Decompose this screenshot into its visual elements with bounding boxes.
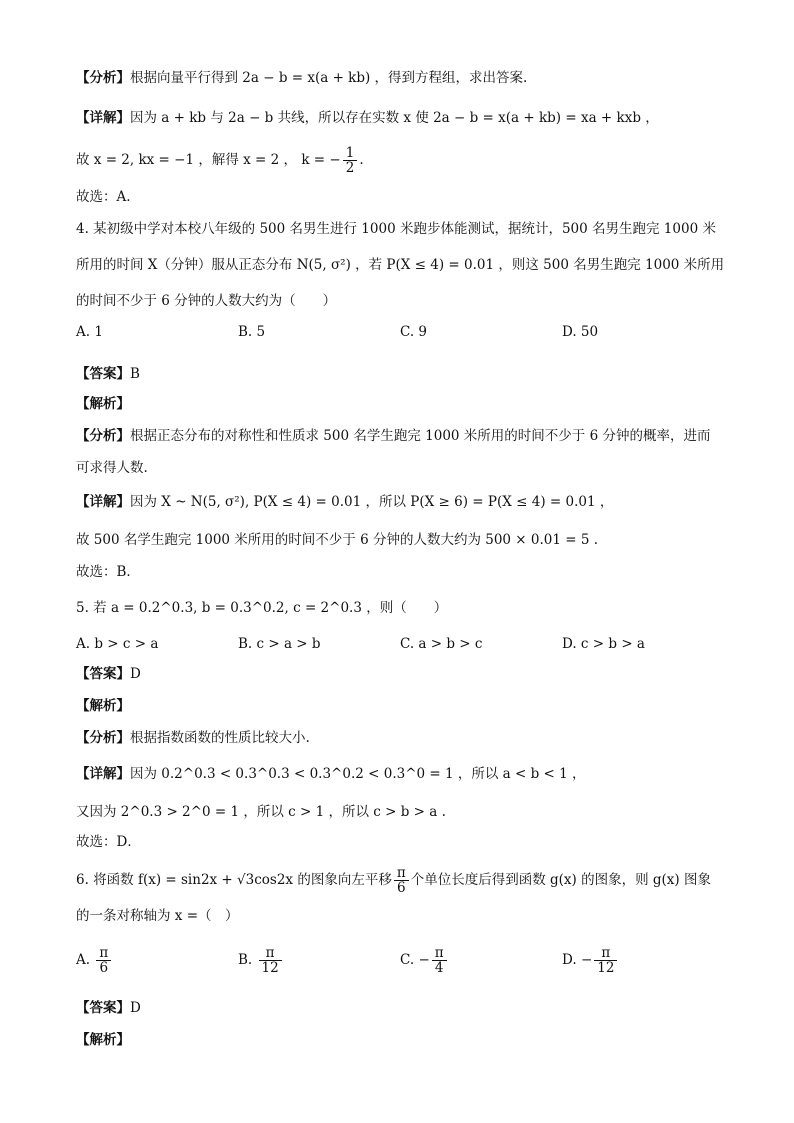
q6-option-b-label: B. [238,952,253,968]
q5-choice: 故选：D． [76,834,141,850]
q6-option-b-fraction [259,946,282,975]
q6-option-b [238,946,284,975]
q5-option-d: D. c > b > a [562,636,645,652]
q4-analysis [76,426,726,446]
answer-tag: 【答案】 [76,666,130,682]
q6-stem-end: 个单位长度后得到函数 g(x) 的图象，则 g(x) 图象 [410,872,711,888]
q6-shift-den: 6 [396,880,406,896]
q4-detail-text: 因为 X ~ N(5, σ²), P(X ≤ 4) = 0.01 ，所以 P(X ≥ 6) = P(X ≤ 4) = 0.01 ， [130,494,614,510]
q6-option-d-num: π [594,946,617,961]
jiexi-tag: 【解析】 [76,396,130,412]
q4-analysis-line2: 可求得人数. [76,460,148,476]
analysis-tag: 【分析】 [76,730,130,746]
q6-answer-value: D [130,1000,141,1016]
q4-analysis-line1: 根据正态分布的对称性和性质求 500 名学生跑完 1000 米所用的时间不少于 6 分钟的概率，进而 [130,428,711,444]
q6-option-a-num: π [96,946,111,961]
q6-option-d-fraction [594,946,617,975]
q6-stem [76,866,726,895]
q5-stem: 5. 若 a = 0.2^0.3, b = 0.3^0.2, c = 2^0.3 ，则（ ） [76,600,448,616]
q6-answer [76,998,726,1018]
q3-conclusion-text: 故 x = 2, kx = −1 ，解得 x = 2 ， k = − [76,152,341,168]
answer-tag: 【答案】 [76,1000,130,1016]
q6-option-b-den: 12 [261,960,279,976]
analysis-tag: 【分析】 [76,428,130,444]
q5-detail-line2: 又因为 2^0.3 > 2^0 = 1 ，所以 c > 1 ，所以 c > b > a . [76,804,446,820]
q6-stem-line2: 的一条对称轴为 x =（ ） [76,908,239,924]
q4-jiexi [76,394,726,414]
q6-option-c-fraction [432,946,447,975]
q5-detail [76,764,726,784]
q5-answer [76,664,726,684]
q3-analysis-text: 根据向量平行得到 2a − b = x(a + kb) ，得到方程组，求出答案. [130,70,528,86]
q5-detail-text: 因为 0.2^0.3 < 0.3^0.3 < 0.3^0.2 < 0.3^0 = 1 ，所以 a < b < 1 ， [130,766,586,782]
q5-jiexi [76,696,726,716]
q4-detail [76,492,726,512]
q3-frac-num: 1 [343,146,358,161]
q5-option-a: A. b > c > a [76,636,159,652]
q4-option-c: C. 9 [400,324,428,340]
q4-stem-line3: 的时间不少于 6 分钟的人数大约为（ ） [76,293,337,309]
q4-conclusion: 故 500 名学生跑完 1000 米所用的时间不少于 6 分钟的人数大约为 500 × 0.01 = 5 . [76,532,599,548]
q6-option-c-den: 4 [434,960,444,976]
q6-option-d [562,946,619,975]
q6-option-a-den: 6 [99,960,109,976]
q6-option-d-label: D. [562,952,577,968]
q4-option-b: B. 5 [238,324,266,340]
q3-conclusion [76,146,726,175]
q3-frac-den: 2 [345,160,355,176]
q6-option-d-sign: − [580,952,593,968]
jiexi-tag: 【解析】 [76,698,130,714]
q3-detail-text: 因为 a + kb 与 2a − b 共线，所以存在实数 x 使 2a − b = x(a + kb) = xa + kxb ， [130,110,659,126]
q3-detail [76,108,726,128]
q4-stem-line2: 所用的时间 X（分钟）服从正态分布 N(5, σ²) ，若 P(X ≤ 4) = 0.01 ，则这 500 名男生跑完 1000 米所用 [76,257,725,273]
q6-jiexi [76,1030,726,1050]
q4-answer-value: B [130,366,140,382]
q6-option-a-label: A. [76,952,91,968]
q5-option-b: B. c > a > b [238,636,321,652]
q3-fraction [343,146,358,175]
q4-answer [76,364,726,384]
q5-analysis [76,728,726,748]
q6-shift-num: π [394,866,409,881]
q5-analysis-text: 根据指数函数的性质比较大小. [130,730,310,746]
q6-option-a-fraction [96,946,111,975]
q6-option-c-label: C. [400,952,415,968]
q5-answer-value: D [130,666,141,682]
detail-tag: 【详解】 [76,494,130,510]
q4-option-a: A. 1 [76,324,103,340]
answer-tag: 【答案】 [76,366,130,382]
q6-option-b-num: π [259,946,282,961]
q5-option-c: C. a > b > c [400,636,483,652]
q6-option-c-num: π [432,946,447,961]
q6-option-d-den: 12 [597,960,615,976]
q4-option-d: D. 50 [562,324,599,340]
q6-stem-start: 6. 将函数 f(x) = sin2x + √3cos2x 的图象向左平移 [76,872,392,888]
jiexi-tag: 【解析】 [76,1032,130,1048]
q4-stem-line1: 4. 某初级中学对本校八年级的 500 名男生进行 1000 米跑步体能测试，据统计，500 名男生跑完 1000 米 [76,221,716,237]
detail-tag: 【详解】 [76,110,130,126]
q4-choice: 故选：B． [76,564,140,580]
detail-tag: 【详解】 [76,766,130,782]
q6-option-c-sign: − [418,952,430,968]
q3-analysis [76,68,726,88]
analysis-tag: 【分析】 [76,70,130,86]
q3-conclusion-end: . [359,152,364,168]
q3-choice: 故选：A. [76,189,131,205]
q6-option-c [400,946,449,975]
q6-shift-fraction [394,866,409,895]
q6-option-a [76,946,113,975]
